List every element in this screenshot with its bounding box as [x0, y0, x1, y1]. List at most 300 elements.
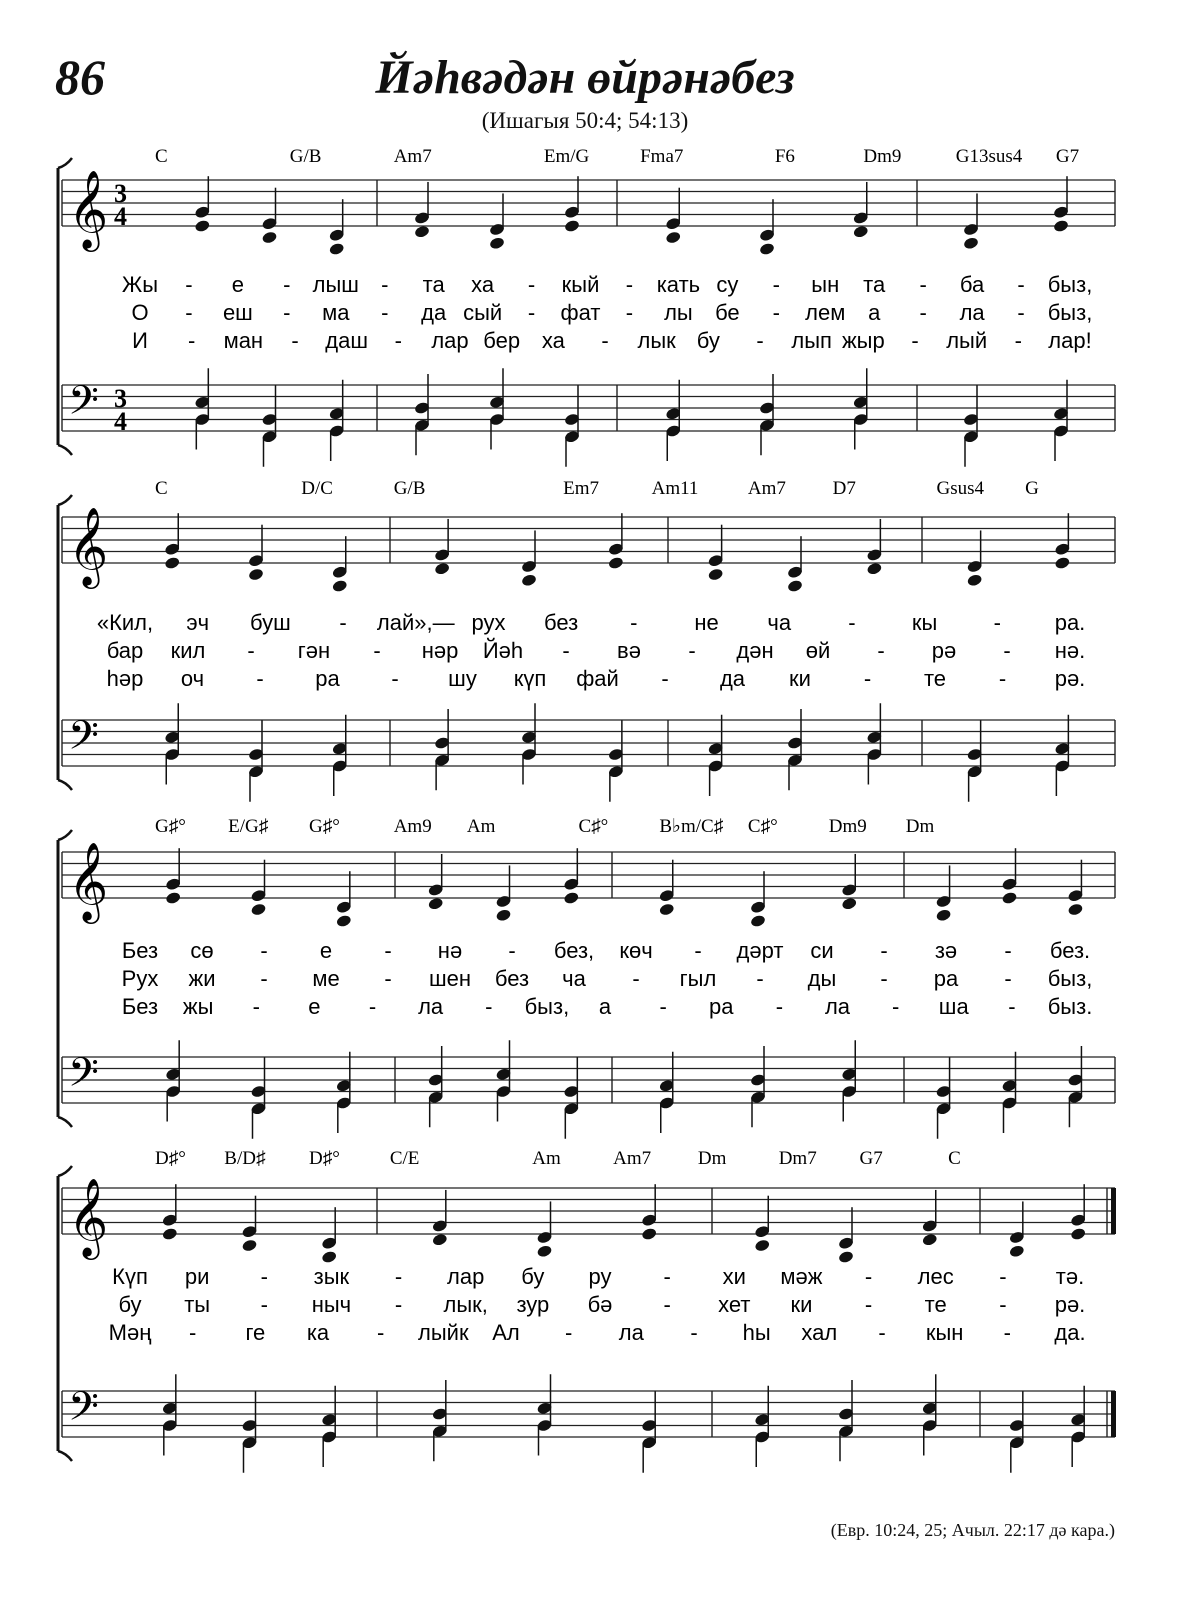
lyric-syllable: -: [998, 666, 1007, 691]
lyric-syllable: зык: [313, 1264, 350, 1289]
lyric-syllable: эч: [186, 610, 210, 635]
lyric-syllable: -: [999, 1264, 1007, 1289]
lyric-syllable: -: [339, 610, 347, 635]
lyric-syllable: -: [260, 966, 268, 991]
lyric-syllable: лык: [637, 328, 676, 353]
lyric-syllable: -: [260, 1264, 268, 1289]
lyric-syllable: -: [848, 610, 856, 635]
bass-clef: 𝄢: [68, 379, 99, 433]
note-head: [241, 1238, 258, 1252]
lyric-syllable: ча: [767, 610, 792, 635]
lyric-syllable: дәрт: [736, 938, 784, 963]
lyric-syllable: да: [421, 300, 447, 325]
note-head: [641, 1227, 658, 1241]
lyric-syllable: ри: [184, 1264, 210, 1289]
system-2: [58, 478, 1115, 802]
lyric-syllable: тә.: [1055, 1264, 1085, 1289]
chord-symbol: B/D♯: [224, 1148, 266, 1169]
lyric-syllable: -: [527, 300, 536, 325]
time-signature-bottom: 4: [114, 202, 127, 231]
lyric-syllable: зә: [934, 938, 958, 963]
lyric-syllable: бә: [587, 1292, 613, 1317]
lyric-syllable: -: [690, 1320, 698, 1345]
note-head: [521, 573, 538, 587]
note-head: [536, 1244, 553, 1258]
lyric-syllable: ла: [618, 1320, 644, 1345]
scripture-reference: (Ишагыя 50:4; 54:13): [481, 108, 689, 133]
lyric-syllable: ха: [471, 272, 495, 297]
lyric-syllable: бе: [715, 300, 740, 325]
lyric-syllable: -: [880, 966, 888, 991]
chord-symbol: D/C: [301, 478, 333, 499]
lyric-syllable: Мәң: [108, 1320, 152, 1345]
note-head: [261, 230, 278, 244]
lyric-syllable: -: [756, 966, 764, 991]
lyric-syllable: вә: [617, 638, 641, 663]
lyric-syllable: кы: [911, 610, 938, 635]
chord-symbol: Am7: [613, 1148, 652, 1169]
chord-symbol: Fma7: [640, 146, 684, 167]
lyric-syllable: -: [291, 328, 299, 353]
lyric-syllable: -: [919, 272, 927, 297]
chord-symbol: Am: [532, 1148, 561, 1169]
lyric-syllable: лык,: [443, 1292, 488, 1317]
lyric-syllable: «Кил,: [96, 610, 154, 635]
note-head: [1070, 1227, 1087, 1241]
lyric-syllable: кый: [561, 272, 600, 297]
lyric-syllable: буш: [249, 610, 291, 635]
lyric-syllable: быз,: [1047, 272, 1093, 297]
lyric-syllable: лар: [447, 1264, 485, 1289]
lyric-syllable: -: [1004, 966, 1012, 991]
note-head: [1009, 1244, 1026, 1258]
lyric-syllable: -: [772, 300, 780, 325]
note-head: [321, 1250, 338, 1264]
lyric-syllable: хал: [801, 1320, 838, 1345]
lyric-syllable: Күп: [112, 1264, 148, 1289]
chord-symbol: Am: [466, 816, 496, 837]
lyric-syllable: Йәһ: [482, 638, 524, 663]
lyric-syllable: лыйк: [418, 1320, 469, 1345]
chord-symbol: Dm9: [863, 146, 902, 167]
lyric-syllable: -: [878, 1320, 886, 1345]
lyric-syllable: ки: [790, 1292, 813, 1317]
lyric-syllable: шен: [428, 966, 472, 991]
note-head: [164, 556, 181, 570]
lyric-syllable: ман: [223, 328, 264, 353]
lyric-syllable: е: [231, 272, 245, 297]
lyric-syllable: -: [256, 666, 264, 691]
lyric-syllable: нә.: [1054, 638, 1086, 663]
note-head: [935, 908, 952, 922]
lyric-syllable: -: [663, 1264, 671, 1289]
final-barline-thick: [1111, 1188, 1116, 1234]
chord-symbol: Dm: [905, 816, 935, 837]
lyric-syllable: а: [598, 994, 612, 1019]
bracket-bottom-hook: [58, 445, 72, 455]
chord-symbol: C♯°: [747, 816, 778, 837]
note-head: [1067, 902, 1084, 916]
lyric-syllable: дән: [736, 638, 774, 663]
lyric-syllable: ра: [709, 994, 734, 1019]
lyric-syllable: -: [632, 966, 640, 991]
lyric-syllable: ча: [562, 966, 586, 991]
lyric-syllable: -: [1008, 994, 1016, 1019]
note-head: [1054, 556, 1071, 570]
lyric-syllable: һәр: [106, 666, 144, 691]
treble-clef: 𝄞: [68, 1179, 109, 1255]
lyric-syllable: -: [394, 328, 402, 353]
lyric-syllable: -: [283, 300, 291, 325]
note-head: [754, 1238, 771, 1252]
lyric-syllable: И: [132, 328, 148, 353]
note-head: [966, 573, 983, 587]
lyric-syllable: -: [772, 272, 780, 297]
lyric-syllable: О: [131, 300, 149, 325]
lyric-syllable: -: [863, 666, 872, 691]
time-signature-bottom: 4: [114, 407, 127, 436]
lyric-syllable: -: [625, 300, 634, 325]
lyric-syllable: -: [999, 1292, 1007, 1317]
note-head: [759, 242, 776, 256]
lyric-syllable: ме: [312, 966, 340, 991]
lyric-syllable: -: [864, 1264, 873, 1289]
chord-symbol: Dm9: [828, 816, 867, 837]
lyric-syllable: кил: [170, 638, 206, 663]
note-head: [162, 1227, 179, 1241]
system-1: [58, 146, 1115, 467]
lyric-syllable: е: [319, 938, 333, 963]
hymn-title: Йәһвәдән өйрәнәбез: [375, 51, 795, 104]
lyric-syllable: -: [756, 328, 764, 353]
lyric-syllable: -: [630, 610, 638, 635]
lyric-syllable: -: [527, 272, 536, 297]
bracket-bottom-hook: [58, 780, 72, 790]
lyric-syllable: -: [659, 994, 667, 1019]
treble-clef: 𝄞: [68, 843, 109, 919]
note-head: [331, 579, 348, 593]
system-3: [58, 816, 1115, 1139]
treble-clef: 𝄞: [68, 508, 109, 584]
lyric-syllable: фай: [576, 666, 619, 691]
lyric-syllable: бар: [106, 638, 144, 663]
bracket-top-hook: [58, 830, 72, 840]
lyric-syllable: -: [368, 994, 377, 1019]
chord-symbol: Dm7: [778, 1148, 817, 1169]
lyric-syllable: лай»,—: [376, 610, 455, 635]
lyric-syllable: да: [719, 666, 746, 691]
lyric-syllable: бу: [521, 1264, 545, 1289]
bass-clef: 𝄢: [68, 1385, 99, 1439]
lyric-syllable: фат: [560, 300, 601, 325]
lyric-syllable: -: [391, 666, 399, 691]
lyric-syllable: не: [694, 610, 719, 635]
lyric-syllable: быз,: [1047, 966, 1093, 991]
note-head: [489, 236, 506, 250]
time-signature-top: 3: [114, 384, 127, 413]
lyric-syllable: -: [1004, 938, 1012, 963]
lyric-syllable: бер: [483, 328, 521, 353]
note-head: [194, 219, 211, 233]
bracket-top-hook: [58, 495, 72, 505]
lyric-syllable: та: [863, 272, 886, 297]
note-head: [248, 567, 265, 581]
chord-symbol: E/G♯: [228, 816, 269, 837]
chord-symbol: G13sus4: [955, 146, 1023, 167]
chord-symbol: B♭m/C♯: [659, 816, 724, 837]
lyric-syllable: сө: [190, 938, 214, 963]
lyric-syllable: та: [422, 272, 445, 297]
lyric-syllable: лес: [917, 1264, 954, 1289]
chord-symbol: C: [155, 146, 168, 167]
bracket-top-hook: [58, 158, 72, 168]
lyric-syllable: да.: [1054, 1320, 1086, 1345]
chord-symbol: C: [948, 1148, 961, 1169]
lyric-syllable: лып: [791, 328, 832, 353]
chord-symbol: Em/G: [543, 146, 590, 167]
system-4: [58, 1148, 1116, 1473]
lyric-syllable: -: [508, 938, 516, 963]
note-head: [658, 902, 675, 916]
lyric-syllable: ге: [245, 1320, 266, 1345]
lyric-syllable: ын: [811, 272, 840, 297]
lyric-syllable: ру: [588, 1264, 612, 1289]
lyric-syllable: зур: [516, 1292, 550, 1317]
lyric-syllable: лы: [664, 300, 693, 325]
note-head: [608, 556, 625, 570]
lyric-syllable: быз.: [1047, 994, 1093, 1019]
lyric-syllable: -: [1003, 1320, 1011, 1345]
lyric-syllable: ла: [959, 300, 985, 325]
lyric-syllable: жи: [188, 966, 216, 991]
lyric-syllable: -: [283, 272, 291, 297]
lyric-syllable: -: [1003, 638, 1011, 663]
note-head: [495, 908, 512, 922]
note-head: [841, 897, 858, 911]
lyric-syllable: ды: [807, 966, 837, 991]
lyric-syllable: бу: [696, 328, 720, 353]
lyric-syllable: -: [377, 1320, 385, 1345]
chord-symbol: C♯°: [578, 816, 609, 837]
lyric-syllable: лый: [946, 328, 988, 353]
lyric-syllable: -: [880, 938, 888, 963]
treble-clef: 𝄞: [68, 171, 109, 247]
lyric-syllable: -: [485, 994, 493, 1019]
lyric-syllable: -: [381, 272, 389, 297]
lyric-syllable: -: [189, 1320, 197, 1345]
note-head: [750, 914, 767, 928]
lyric-syllable: ныч: [311, 1292, 352, 1317]
note-head: [1053, 219, 1070, 233]
lyric-syllable: ла: [418, 994, 444, 1019]
lyric-syllable: ка: [306, 1320, 330, 1345]
chord-symbol: Am7: [747, 478, 786, 499]
lyric-syllable: -: [911, 328, 919, 353]
lyric-syllable: -: [919, 300, 927, 325]
lyric-syllable: ба: [959, 272, 985, 297]
hymn-number: 86: [55, 49, 105, 105]
chord-symbol: D♯°: [155, 1148, 186, 1169]
lyric-syllable: -: [1014, 328, 1022, 353]
lyric-syllable: -: [663, 1292, 671, 1317]
chord-symbol: G7: [859, 1148, 883, 1169]
bracket-top-hook: [58, 1166, 72, 1176]
chord-symbol: D♯°: [309, 1148, 340, 1169]
lyric-syllable: -: [381, 300, 389, 325]
lyric-syllable: рә.: [1054, 1292, 1086, 1317]
lyric-syllable: лар: [431, 328, 469, 353]
lyric-syllable: ты: [184, 1292, 211, 1317]
bass-clef: 𝄢: [68, 1051, 99, 1105]
lyric-syllable: Без: [121, 938, 159, 963]
lyric-syllable: -: [562, 638, 570, 663]
lyric-syllable: гыл: [679, 966, 717, 991]
lyric-syllable: -: [1017, 300, 1025, 325]
lyric-syllable: еш: [222, 300, 253, 325]
chord-symbol: G7: [1055, 146, 1080, 167]
lyric-syllable: -: [252, 994, 260, 1019]
lyric-syllable: су: [716, 272, 739, 297]
bass-clef: 𝄢: [68, 714, 99, 768]
lyric-syllable: -: [394, 1264, 403, 1289]
lyric-syllable: ма: [322, 300, 350, 325]
lyric-syllable: даш: [325, 328, 369, 353]
lyric-syllable: ра: [315, 666, 340, 691]
lyric-syllable: гән: [297, 638, 331, 663]
note-head: [665, 230, 682, 244]
lyric-syllable: -: [373, 638, 381, 663]
lyric-syllable: ха: [541, 328, 565, 353]
bracket-bottom-hook: [58, 1117, 72, 1127]
lyric-syllable: Жы: [121, 272, 159, 297]
note-head: [838, 1250, 855, 1264]
lyric-syllable: кын: [925, 1320, 964, 1345]
chord-symbol: G/B: [289, 146, 322, 167]
note-head: [921, 1233, 938, 1247]
lyric-syllable: -: [877, 638, 885, 663]
chord-symbol: G/B: [393, 478, 426, 499]
note-head: [866, 562, 883, 576]
lyric-syllable: -: [384, 938, 392, 963]
bracket-bottom-hook: [58, 1451, 72, 1461]
lyric-syllable: те: [924, 1292, 947, 1317]
lyric-syllable: без: [544, 610, 579, 635]
lyric-syllable: -: [993, 610, 1001, 635]
note-head: [336, 914, 353, 928]
lyric-syllable: -: [394, 1292, 403, 1317]
lyric-syllable: өй: [805, 638, 831, 663]
final-barline-thick: [1111, 1391, 1116, 1437]
chord-symbol: G: [1025, 478, 1039, 499]
lyric-syllable: Ал: [492, 1320, 520, 1345]
note-head: [432, 1233, 449, 1247]
lyric-syllable: ра.: [1054, 610, 1086, 635]
lyric-syllable: һы: [742, 1320, 771, 1345]
lyric-syllable: си: [810, 938, 834, 963]
lyric-syllable: -: [601, 328, 609, 353]
chord-symbol: Am7: [393, 146, 432, 167]
lyric-syllable: -: [384, 966, 392, 991]
lyric-syllable: -: [661, 666, 669, 691]
lyric-syllable: кать: [656, 272, 701, 297]
note-head: [963, 236, 980, 250]
lyric-syllable: оч: [180, 666, 205, 691]
lyric-syllable: -: [188, 328, 196, 353]
note-head: [165, 891, 182, 905]
chord-symbol: C: [155, 478, 168, 499]
lyric-syllable: күп: [513, 666, 547, 691]
lyric-syllable: лар!: [1048, 328, 1092, 353]
lyric-syllable: -: [864, 1292, 873, 1317]
lyric-syllable: хи: [722, 1264, 746, 1289]
note-head: [427, 897, 444, 911]
lyric-syllable: те: [923, 666, 947, 691]
chord-symbol: Em7: [563, 478, 599, 499]
note-head: [250, 902, 267, 916]
note-head: [852, 225, 869, 239]
lyric-syllable: жыр: [841, 328, 885, 353]
lyric-syllable: е: [308, 994, 321, 1019]
lyric-syllable: рә: [931, 638, 957, 663]
lyric-syllable: көч: [619, 938, 653, 963]
lyric-syllable: -: [625, 272, 634, 297]
lyric-syllable: быз,: [1047, 300, 1093, 325]
lyric-syllable: бу: [118, 1292, 142, 1317]
lyric-syllable: лыш: [312, 272, 359, 297]
note-head: [787, 579, 804, 593]
chord-symbol: F6: [774, 146, 795, 167]
lyric-syllable: -: [185, 300, 193, 325]
note-head: [564, 219, 581, 233]
lyric-syllable: ра: [933, 966, 959, 991]
lyric-syllable: -: [260, 1292, 268, 1317]
lyric-syllable: жы: [182, 994, 214, 1019]
time-signature-top: 3: [114, 179, 127, 208]
lyric-syllable: хет: [718, 1292, 751, 1317]
note-head: [707, 567, 724, 581]
chord-symbol: Am11: [651, 478, 699, 499]
lyric-syllable: быз,: [524, 994, 570, 1019]
lyric-syllable: -: [891, 994, 900, 1019]
lyric-syllable: ша: [938, 994, 969, 1019]
footer-reference: (Евр. 10:24, 25; Ачыл. 22:17 дә кара.): [830, 1520, 1115, 1540]
lyric-syllable: мәж: [780, 1264, 823, 1289]
lyric-syllable: без: [494, 966, 530, 991]
lyric-syllable: без,: [553, 938, 595, 963]
chord-symbol: C/E: [389, 1148, 420, 1169]
lyric-syllable: сый: [463, 300, 503, 325]
lyric-syllable: -: [565, 1320, 573, 1345]
lyric-syllable: шу: [448, 666, 477, 691]
lyric-syllable: -: [688, 638, 696, 663]
note-head: [563, 891, 580, 905]
lyric-syllable: -: [260, 938, 268, 963]
lyric-syllable: рә.: [1054, 666, 1086, 691]
lyric-syllable: Без: [121, 994, 159, 1019]
chord-symbol: Gsus4: [936, 478, 985, 499]
lyric-syllable: нә: [437, 938, 463, 963]
lyric-syllable: -: [694, 938, 702, 963]
lyric-syllable: рух: [471, 610, 506, 635]
lyric-syllable: ла: [824, 994, 851, 1019]
lyric-syllable: без.: [1049, 938, 1091, 963]
lyric-syllable: Рух: [121, 966, 159, 991]
chord-symbol: Dm: [697, 1148, 727, 1169]
lyric-syllable: нәр: [421, 638, 459, 663]
note-head: [1001, 891, 1018, 905]
note-head: [434, 562, 451, 576]
lyric-syllable: -: [185, 272, 193, 297]
